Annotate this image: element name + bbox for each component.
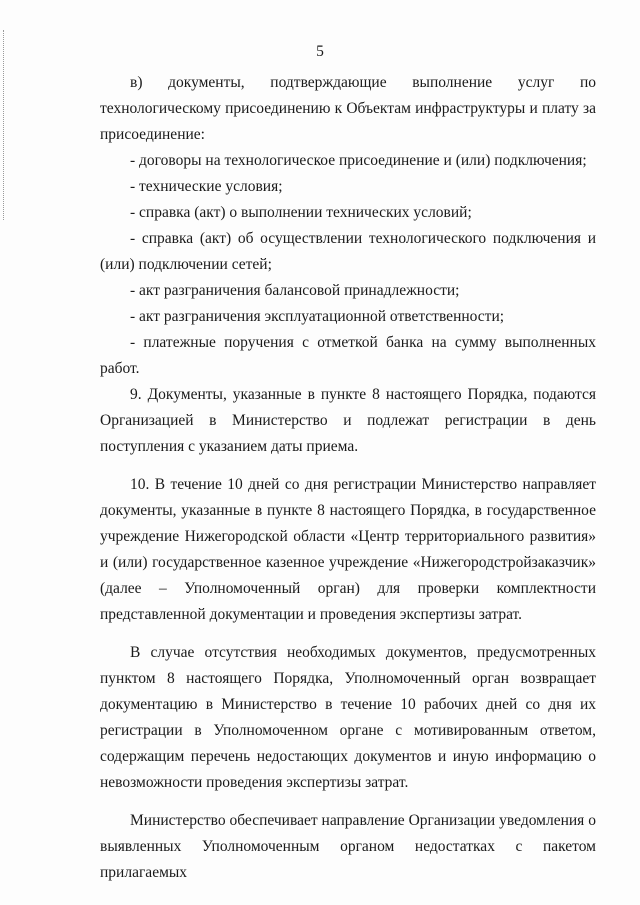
list-item: - договоры на технологическое присоединение и (или) подключения; xyxy=(130,152,587,169)
list-item: - акт разграничения балансовой принадлежности; xyxy=(130,282,460,299)
list-item: - платежные поручения с отметкой банка на сумму выполненных работ. xyxy=(100,334,596,377)
list-item: - акт разграничения эксплуатационной ответственности; xyxy=(130,308,505,325)
paragraph-notification: Министерство обеспечивает направление Организации уведомления о выявленных Уполномоченным органом недостатках с пакетом прилагаемых xyxy=(100,812,596,881)
page-number: 5 xyxy=(316,43,324,60)
list-item: - технические условия; xyxy=(130,178,283,195)
paragraph-missing-documents: В случае отсутствия необходимых документов, предусмотренных пунктом 8 настоящего Порядка, Уполномоченный орган возвращает документацию в Министерство в течение 10 рабочих дней со дня их регистрации в Уполномоченном органе с мотивированным ответом, содержащим перечень недостающих документов и иную информацию о невозможности проведения экспертизы затрат. xyxy=(100,644,596,791)
paragraph-10: 10. В течение 10 дней со дня регистрации Министерство направляет документы, указанные в пункте 8 настоящего Порядка, в государственное учреждение Нижегородской области «Центр территориального развития» и (или) государственное казенное учреждение «Нижегородстройзаказчик» (далее – Уполномоченный орган) для проверки комплектности представленной документации и проведения экспертизы затрат. xyxy=(100,476,596,623)
document-body xyxy=(100,70,596,881)
paragraph-9: 9. Документы, указанные в пункте 8 настоящего Порядка, подаются Организацией в Министерство и подлежат регистрации в день поступления с указанием даты приема. xyxy=(100,386,596,455)
list-item: - справка (акт) об осуществлении технологического подключения и (или) подключении сетей; xyxy=(100,230,596,273)
intro-paragraph: в) документы, подтверждающие выполнение услуг по технологическому присоединению к Объектам инфраструктуры и плату за присоединение: xyxy=(100,74,596,143)
list-item: - справка (акт) о выполнении технических условий; xyxy=(130,204,472,221)
